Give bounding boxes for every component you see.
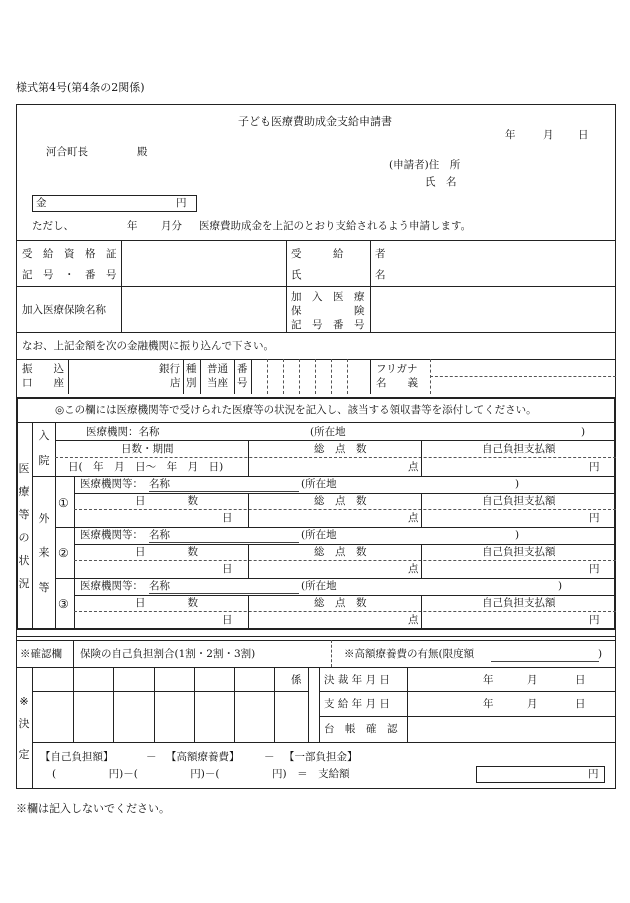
form-number: 様式第4号(第4条の2関係)	[16, 81, 145, 94]
inpatient-label-2: 院	[38, 454, 50, 467]
decision-day: 日	[575, 674, 586, 686]
purpose-text: 医療費助成金を上記のとおり支給されるよう申請します。	[199, 220, 472, 232]
inpatient-selfpay-header: 自己負担支払額	[482, 443, 556, 455]
inpatient-location: (所在地	[310, 426, 346, 438]
type-label-2: 別	[186, 377, 197, 389]
formula-partial: 【一部負担金】	[284, 751, 358, 763]
op1-points-header: 総 点 数	[314, 495, 367, 507]
side-label-6: 況	[18, 577, 30, 590]
op1-selfpay-header: 自己負担支払額	[482, 495, 556, 507]
payment-year: 年	[483, 698, 494, 710]
number-label-2: 号	[237, 377, 248, 389]
number-label-1: 番	[237, 363, 248, 375]
op2-days-header: 日 数	[135, 546, 198, 558]
op1-points-unit: 点	[408, 512, 419, 524]
date-year: 年	[505, 129, 516, 141]
high-cost-text: ※高額療養費の有無(限度額	[344, 648, 475, 660]
decision-label-1: ※	[19, 695, 29, 708]
branch-label: 店	[170, 377, 181, 389]
op3-close-paren: )	[558, 580, 563, 592]
furigana-label: フリガナ	[376, 363, 418, 375]
purpose-month: 月分	[161, 220, 182, 232]
op3-selfpay-header: 自己負担支払額	[482, 597, 556, 609]
side-label-3: 等	[18, 508, 30, 521]
payment-day: 日	[575, 698, 586, 710]
recipient-label-2: 氏 名	[291, 269, 386, 281]
payment-date-label: 支 給 年 月 日	[324, 698, 390, 710]
op3-location: (所在地	[301, 580, 337, 592]
applicant-name-label: 氏 名	[425, 176, 457, 188]
amount-label: 金	[36, 197, 47, 209]
amount-box[interactable]	[32, 195, 197, 212]
payment-amount-box[interactable]	[476, 766, 605, 783]
side-label-5: 状	[18, 554, 30, 567]
op3-yen-unit: 円	[589, 614, 600, 626]
bank-label: 銀行	[159, 363, 180, 375]
inpatient-days-header: 日数・期間	[121, 443, 174, 455]
op3-facility-label: 医療機関等：	[80, 580, 143, 592]
transfer-label-2: 口 座	[22, 377, 64, 389]
op2-yen-unit: 円	[589, 563, 600, 575]
op2-facility-name: 名称	[149, 529, 170, 541]
op2-location: (所在地	[301, 529, 337, 541]
side-label-1: 医	[18, 462, 30, 475]
honorific: 殿	[137, 146, 148, 158]
formula-minus-1: －	[146, 751, 157, 763]
purpose-prefix: ただし、	[32, 220, 74, 232]
insurance-label-2: 保 険	[291, 305, 365, 317]
holder-label: 名 義	[376, 377, 418, 389]
inpatient-points-header: 総 点 数	[314, 443, 367, 455]
payment-month: 月	[527, 698, 538, 710]
outpatient-label-2: 来	[38, 546, 50, 559]
outpatient-num-3: ③	[58, 597, 69, 611]
op3-day-unit: 日	[222, 614, 233, 626]
op2-points-unit: 点	[408, 563, 419, 575]
op1-facility-label: 医療機関等：	[80, 478, 143, 490]
outpatient-num-2: ②	[58, 546, 69, 560]
recipient-label-1: 受 給 者	[291, 248, 386, 260]
inpatient-label-1: 入	[38, 429, 50, 442]
op3-points-header: 総 点 数	[314, 597, 367, 609]
payment-amount-yen: 円	[588, 768, 599, 780]
outpatient-label-1: 外	[38, 512, 50, 525]
op3-days-header: 日 数	[135, 597, 198, 609]
footer-note: ※欄は記入しないでください。	[16, 802, 170, 815]
insurance-label-1: 加 入 医 療	[291, 291, 365, 303]
date-day: 日	[578, 129, 589, 141]
cert-label-2: 記 号 ・ 番 号	[22, 269, 117, 281]
form-title: 子ども医療費助成金支給申請書	[238, 115, 392, 128]
bank-notice: なお、上記金額を次の金融機関に振り込んで下さい。	[22, 340, 274, 352]
op1-days-header: 日 数	[135, 495, 198, 507]
confirm-label: ※確認欄	[20, 648, 62, 660]
op1-close-paren: )	[515, 478, 520, 490]
formula-self-pay: 【自己負担額】	[40, 751, 114, 763]
type-ordinary[interactable]: 普通	[207, 363, 228, 375]
inpatient-facility: 医療機関：名称	[86, 426, 160, 438]
applicant-address-label: (申請者)住 所	[389, 159, 461, 171]
medical-instruction: ◎この欄には医療機関等で受けられた医療等の状況を記入し、該当する領収書等を添付してください。	[55, 404, 537, 416]
inpatient-yen-unit: 円	[589, 461, 600, 473]
op2-day-unit: 日	[222, 563, 233, 575]
insurance-label-3: 記 号 番 号	[291, 319, 365, 331]
outpatient-num-1: ①	[58, 496, 69, 510]
decision-year: 年	[483, 674, 494, 686]
op2-close-paren: )	[515, 529, 520, 541]
decision-label-3: 定	[18, 748, 30, 761]
cert-label-1: 受 給 資 格 証	[22, 248, 117, 260]
purpose-year: 年	[127, 220, 138, 232]
op2-facility-label: 医療機関等：	[80, 529, 143, 541]
op2-selfpay-header: 自己負担支払額	[482, 546, 556, 558]
insurance-name-label: 加入医療保険名称	[22, 304, 106, 316]
decision-month: 月	[527, 674, 538, 686]
op3-facility-name: 名称	[149, 580, 170, 592]
side-label-4: の	[18, 531, 30, 544]
op2-points-header: 総 点 数	[314, 546, 367, 558]
transfer-label-1: 振 込	[22, 363, 64, 375]
decision-date-label: 決 裁 年 月 日	[324, 674, 390, 686]
addressee: 河合町長	[46, 146, 88, 158]
inpatient-points-unit: 点	[408, 461, 419, 473]
date-month: 月	[543, 129, 554, 141]
op1-day-unit: 日	[222, 512, 233, 524]
formula-high-cost: 【高額療養費】	[166, 751, 240, 763]
type-current[interactable]: 当座	[207, 377, 228, 389]
op1-facility-name: 名称	[149, 478, 170, 490]
op3-points-unit: 点	[408, 614, 419, 626]
inpatient-close-paren: )	[581, 426, 586, 438]
op1-yen-unit: 円	[589, 512, 600, 524]
staff-label: 係	[291, 674, 302, 686]
type-label-1: 種	[186, 363, 197, 375]
formula-minus-2: －	[264, 751, 275, 763]
side-label-2: 療	[18, 485, 30, 498]
high-cost-close: )	[598, 648, 603, 660]
inpatient-period: 日( 年 月 日～ 年 月 日)	[68, 461, 224, 473]
op1-location: (所在地	[301, 478, 337, 490]
ratio-text: 保険の自己負担割合(1割・2割・3割)	[80, 648, 256, 660]
ledger-label: 台 帳 確 認	[324, 723, 398, 735]
outpatient-label-3: 等	[38, 581, 50, 594]
decision-label-2: 決	[18, 717, 30, 730]
amount-unit: 円	[176, 197, 187, 209]
formula-line: ( 円)－( 円)－( 円) ＝ 支給額	[52, 768, 350, 780]
